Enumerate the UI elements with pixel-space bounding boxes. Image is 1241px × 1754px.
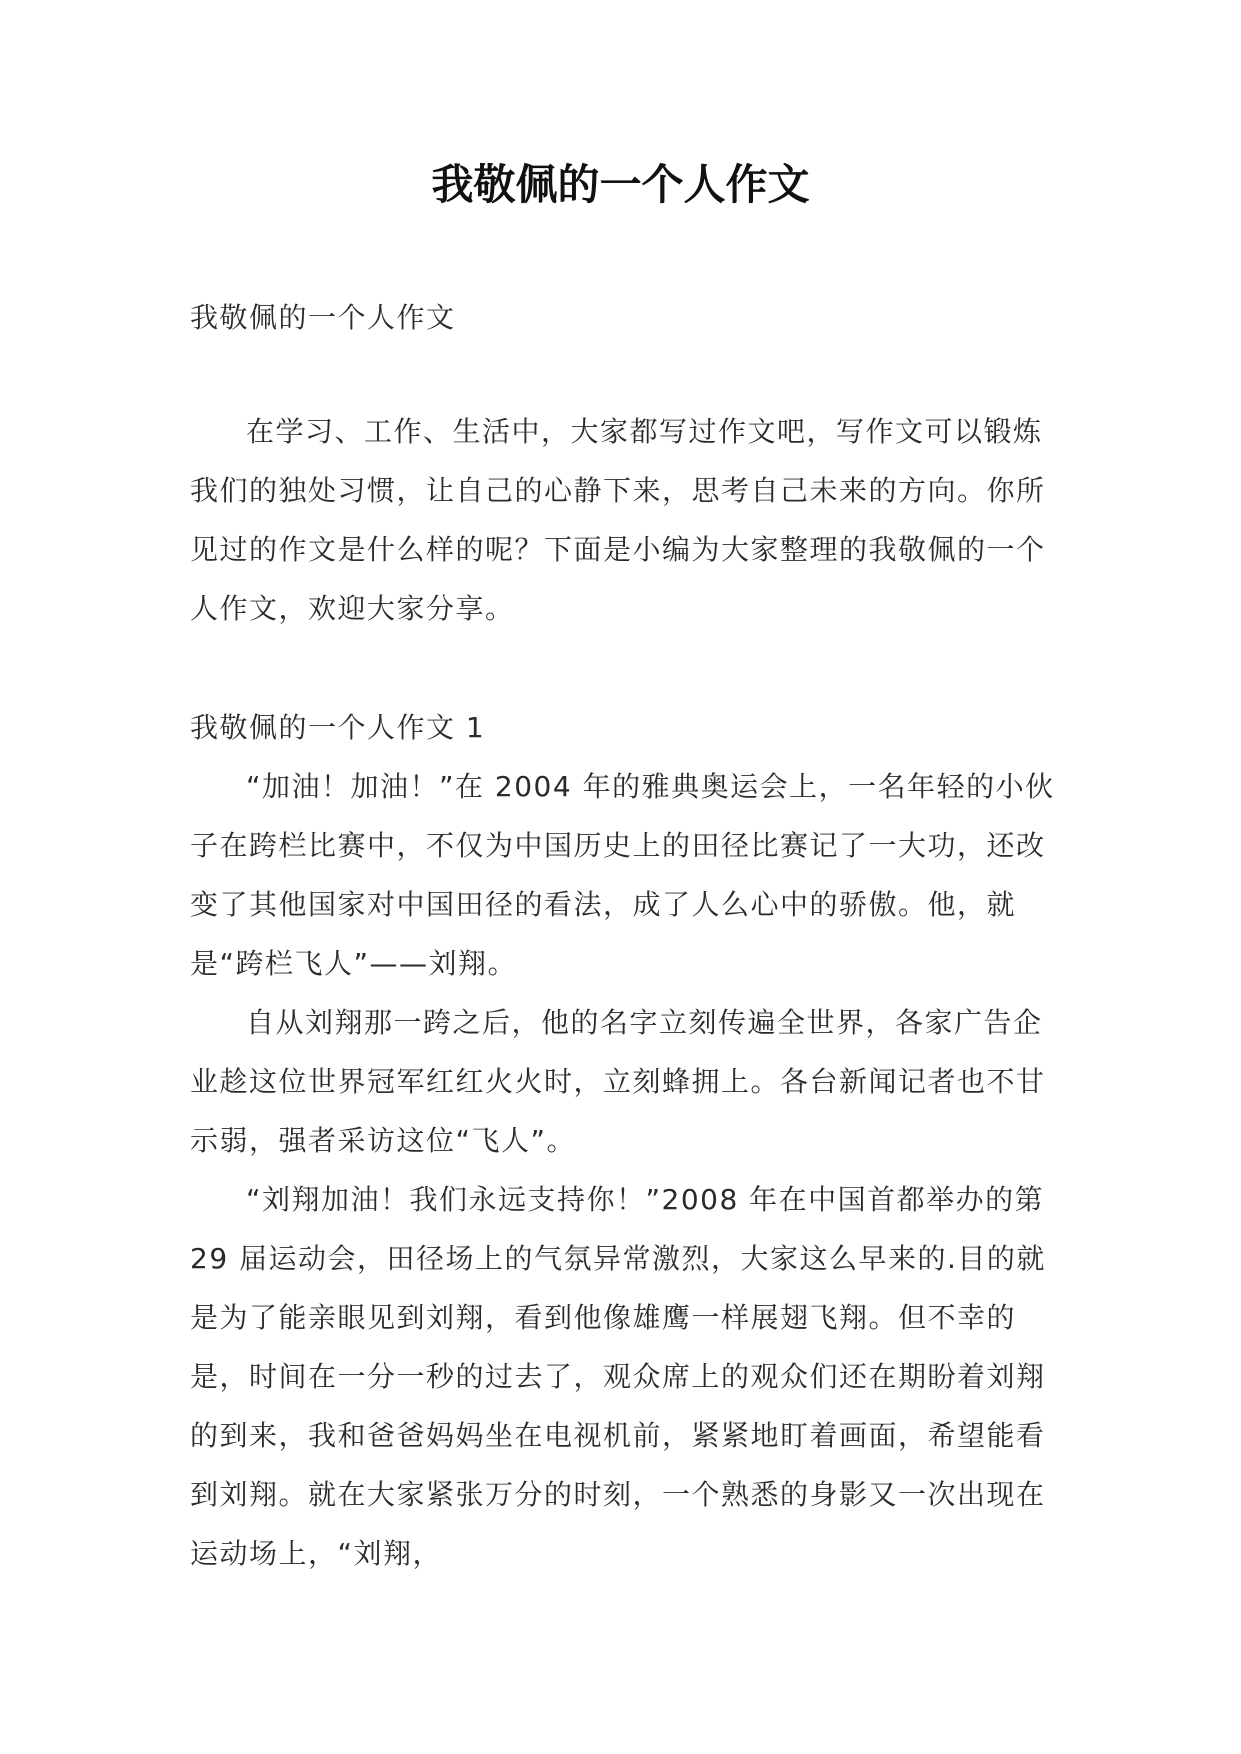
body-paragraph: “刘翔加油！我们永远支持你！”2008 年在中国首都举办的第 29 届运动会，田径场上的气氛异常激烈，大家这么早来的.目的就是为了能亲眼见到刘翔，看到他像雄鹰一样展翅飞翔。但不幸的是，时间在一分一秒的过去了，观众席上的观众们还在期盼着刘翔的到来，我和爸爸妈妈坐在电视机前，紧紧地盯着画面，希望能看到刘翔。就在大家紧张万分的时刻，一个熟悉的身影又一次出现在运动场上，“刘翔， (190, 1183, 1046, 1570)
document-title: 我敬佩的一个人作文 (431, 160, 810, 209)
section-heading: 我敬佩的一个人作文 1 (190, 711, 486, 744)
body-paragraph: “加油！加油！”在 2004 年的雅典奥运会上，一名年轻的小伙子在跨栏比赛中，不仅为中国历史上的田径比赛记了一大功，还改变了其他国家对中国田径的看法，成了人么心中的骄傲。他，就是“跨栏飞人”——刘翔。 (190, 770, 1055, 980)
intro-paragraph: 在学习、工作、生活中，大家都写过作文吧，写作文可以锻炼我们的独处习惯，让自己的心静下来，思考自己未来的方向。你所见过的作文是什么样的呢？下面是小编为大家整理的我敬佩的一个人作文，欢迎大家分享。 (190, 415, 1046, 625)
body-paragraph: 自从刘翔那一跨之后，他的名字立刻传遍全世界，各家广告企业趁这位世界冠军红红火火时，立刻蜂拥上。各台新闻记者也不甘示弱，强者采访这位“飞人”。 (190, 1006, 1046, 1157)
essay-section-1 (190, 698, 1058, 1583)
document-subtitle: 我敬佩的一个人作文 (190, 301, 456, 334)
